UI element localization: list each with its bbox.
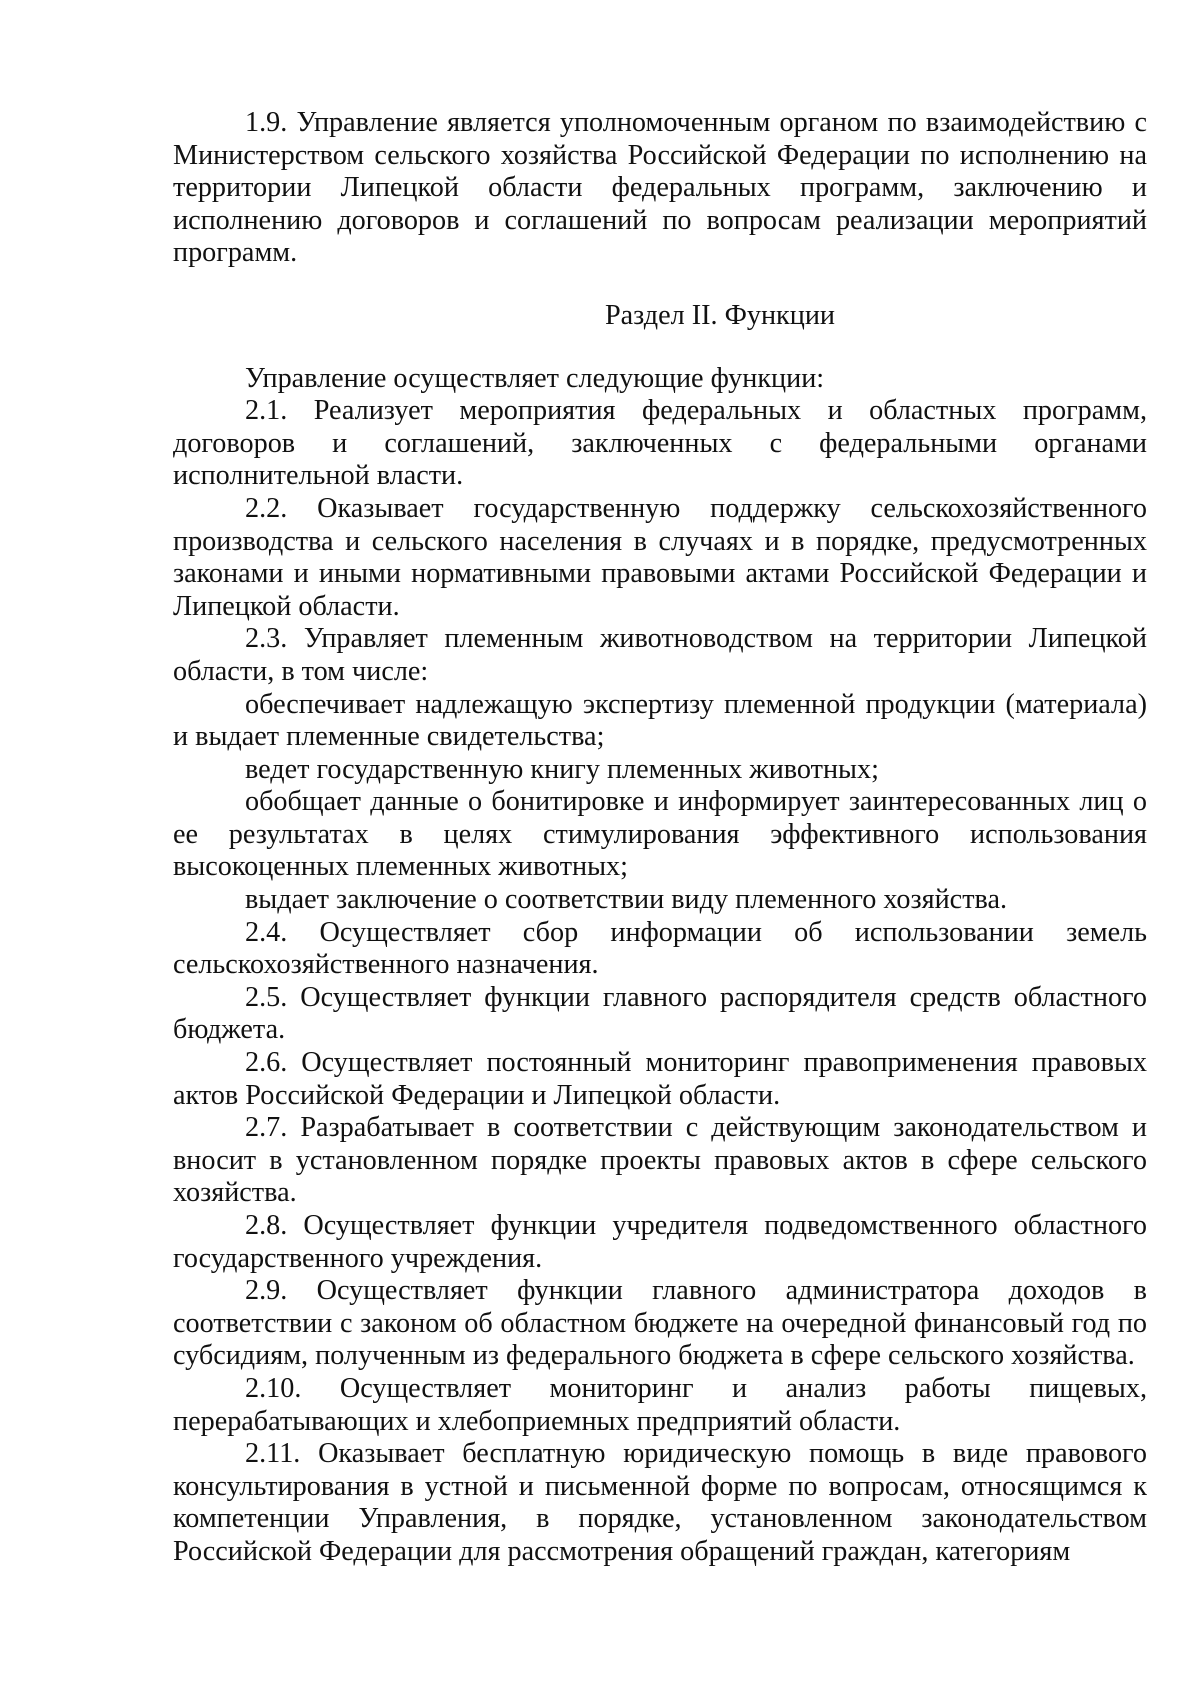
paragraph-2-2: 2.2. Оказывает государственную поддержку сельскохозяйственного производства и сельского населения в случаях и в порядке, предусмотренных законами и иными нормативными правовыми актами Российской Федерации и Липецкой области. [173,492,1147,622]
paragraph-2-9: 2.9. Осуществляет функции главного администратора доходов в соответствии с законом об областном бюджете на очередной финансовый год по субсидиям, полученным из федерального бюджета в сфере сельского хозяйства. [173,1275,1147,1372]
paragraph-2-8: 2.8. Осуществляет функции учредителя подведомственного областного государственного учреждения. [173,1210,1147,1274]
document-page [173,107,1147,1569]
paragraph-2-3-item: выдает заключение о соответствии виду племенного хозяйства. [245,884,1008,916]
section-heading: Раздел II. Функции [604,299,836,331]
paragraph-2-7: 2.7. Разрабатывает в соответствии с действующим законодательством и вносит в установленном порядке проекты правовых актов в сфере сельского хозяйства. [173,1112,1147,1209]
functions-lead: Управление осуществляет следующие функции: [245,362,825,394]
paragraph-2-3-item: ведет государственную книгу племенных животных; [245,753,879,785]
paragraph-1-9: 1.9. Управление является уполномоченным органом по взаимодействию с Министерством сельского хозяйства Российской Федерации по исполнению на территории Липецкой области федеральных программ, заключению и исполнению договоров и соглашений по вопросам реализации мероприятий программ. [173,107,1147,269]
paragraph-2-10: 2.10. Осуществляет мониторинг и анализ работы пищевых, перерабатывающих и хлебоприемных предприятий области. [173,1372,1147,1437]
paragraph-2-11: 2.11. Оказывает бесплатную юридическую помощь в виде правового консультирования в устной и письменной форме по вопросам, относящимся к компетенции Управления, в порядке, установленном законодательством Российской Федерации для рассмотрения обращений граждан, категориям [173,1438,1147,1567]
paragraph-2-4: 2.4. Осуществляет сбор информации об использовании земель сельскохозяйственного назначения. [173,916,1147,981]
paragraph-2-1: 2.1. Реализует мероприятия федеральных и областных программ, договоров и соглашений, заключенных с федеральными органами исполнительной власти. [173,395,1147,492]
paragraph-2-3-item: обобщает данные о бонитировке и информирует заинтересованных лиц о ее результатах в целях стимулирования эффективного использования высокоценных племенных животных; [173,786,1147,883]
paragraph-2-6: 2.6. Осуществляет постоянный мониторинг правоприменения правовых актов Российской Федерации и Липецкой области. [173,1047,1147,1111]
paragraph-2-3: 2.3. Управляет племенным животноводством на территории Липецкой области, в том числе: [173,623,1147,687]
paragraph-2-3-item: обеспечивает надлежащую экспертизу племенной продукции (материала) и выдает племенные свидетельства; [173,688,1147,753]
paragraph-2-5: 2.5. Осуществляет функции главного распорядителя средств областного бюджета. [173,981,1147,1046]
